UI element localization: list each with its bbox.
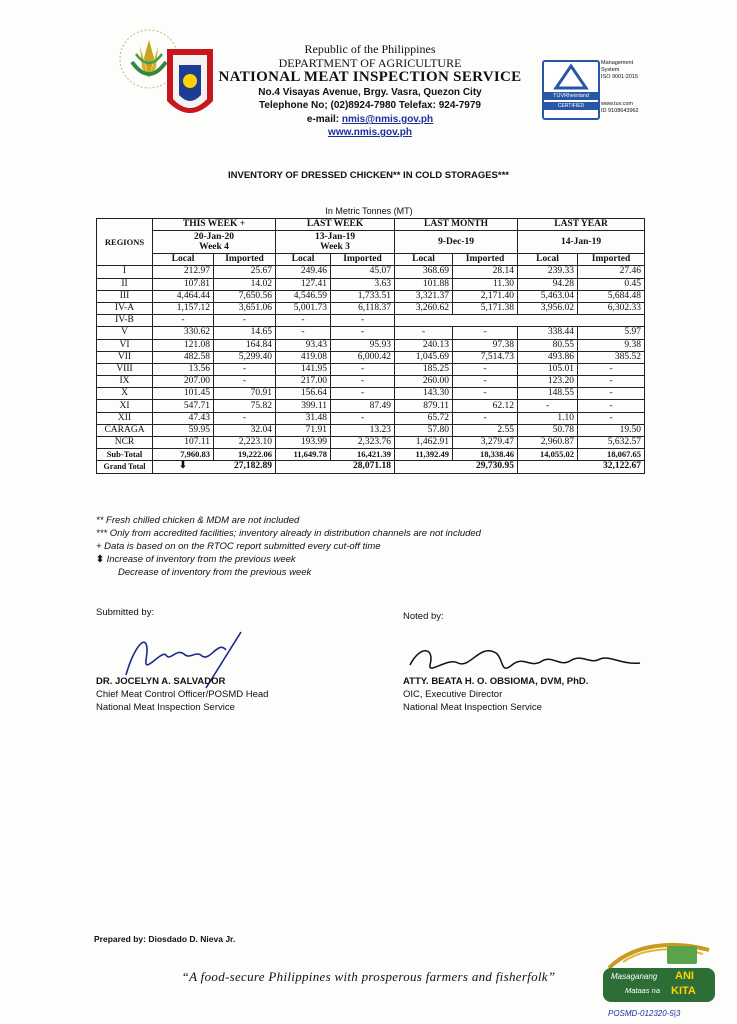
header-republic: Republic of the Philippines — [304, 42, 436, 56]
header-telephone: Telephone No; (02)8924-7980 Telefax: 924-7979 — [259, 100, 481, 111]
col-imported: Imported — [578, 254, 645, 266]
subtotal-cell: 19,222.06 — [214, 449, 276, 461]
table-row — [97, 351, 645, 363]
value-cell: 5,463.04 — [518, 290, 578, 302]
value-cell: 156.64 — [276, 388, 331, 400]
ani-line3: Mataas na — [625, 986, 661, 995]
value-cell: 419.08 — [276, 351, 331, 363]
table-row — [97, 315, 645, 327]
motto: “A food-secure Philippines with prosperous farmers and fisherfolk” — [181, 969, 556, 984]
table-row — [97, 412, 645, 424]
col-local: Local — [395, 254, 453, 266]
value-cell: 94.28 — [518, 278, 578, 290]
value-cell: 6,302.33 — [578, 302, 645, 314]
col-local: Local — [276, 254, 331, 266]
value-cell: 1,157.12 — [153, 302, 214, 314]
value-cell: 493.86 — [518, 351, 578, 363]
last-week-date-text: 13-Jan-19 — [314, 232, 356, 243]
region-cell: IX — [97, 376, 153, 388]
value-cell: 75.82 — [214, 400, 276, 412]
value-cell: 62.12 — [453, 400, 518, 412]
value-cell: 2,223.10 — [214, 437, 276, 449]
value-cell: 97.38 — [453, 339, 518, 351]
noted-by-office: National Meat Inspection Service — [403, 702, 542, 713]
last-week-week-text: Week 3 — [320, 242, 350, 253]
value-cell: 107.11 — [153, 437, 214, 449]
table-row — [97, 266, 645, 278]
header-email-line — [200, 114, 540, 125]
value-cell: - — [214, 315, 276, 327]
value-cell: - — [153, 315, 214, 327]
subtotal-cell: 18,338.46 — [453, 449, 518, 461]
grand-total-value: 32,122.67 — [603, 461, 642, 472]
value-cell: 25.67 — [214, 266, 276, 278]
value-cell: 1,733.51 — [331, 290, 395, 302]
value-cell: 2,171.40 — [453, 290, 518, 302]
region-cell: V — [97, 327, 153, 339]
tuv-certification-mark — [542, 60, 600, 120]
value-cell: 239.33 — [518, 266, 578, 278]
value-cell: - — [331, 412, 395, 424]
value-cell: 148.55 — [518, 388, 578, 400]
report-title: INVENTORY OF DRESSED CHICKEN** IN COLD STORAGES*** — [227, 170, 509, 181]
value-cell: - — [453, 412, 518, 424]
grand-total-value: 29,730.95 — [476, 461, 515, 472]
value-cell: 65.72 — [395, 412, 453, 424]
inventory-table — [96, 218, 645, 474]
value-cell: 2,323.76 — [331, 437, 395, 449]
value-cell: 3,279.47 — [453, 437, 518, 449]
group-header-last-year: LAST YEAR — [518, 219, 645, 231]
value-cell: 5,171.38 — [453, 302, 518, 314]
value-cell: 1.10 — [518, 412, 578, 424]
subtotal-cell: 14,055.02 — [518, 449, 578, 461]
value-cell: 212.97 — [153, 266, 214, 278]
decrease-arrow-icon: ⬇ — [179, 461, 187, 472]
value-cell: - — [578, 400, 645, 412]
value-cell: - — [276, 315, 331, 327]
value-cell: 482.58 — [153, 351, 214, 363]
value-cell: 1,045.69 — [395, 351, 453, 363]
col-imported: Imported — [214, 254, 276, 266]
cert-text-3: ISO 9001:2015 — [601, 74, 639, 80]
table-row — [97, 290, 645, 302]
value-cell: 3,260.62 — [395, 302, 453, 314]
group-header-last-week: LAST WEEK — [276, 219, 395, 231]
value-cell: 27.46 — [578, 266, 645, 278]
value-cell: 127.41 — [276, 278, 331, 290]
value-cell: - — [331, 363, 395, 375]
value-cell: 80.55 — [518, 339, 578, 351]
value-cell: - — [214, 363, 276, 375]
submitted-by-block — [96, 675, 268, 714]
footnote-5-text: Decrease of inventory from the previous week — [118, 567, 312, 578]
value-cell: - — [331, 376, 395, 388]
value-cell: 3.63 — [331, 278, 395, 290]
value-cell: 71.91 — [276, 424, 331, 436]
grand-total-cell — [395, 461, 518, 473]
cert-text-1: Management — [601, 60, 634, 66]
tuv-triangle-icon — [544, 62, 598, 92]
subtotal-cell: 18,067.65 — [578, 449, 645, 461]
grand-total-value: 28,071.18 — [353, 461, 392, 472]
value-cell: 5,632.57 — [578, 437, 645, 449]
email-link[interactable]: nmis@nmis.gov.ph — [341, 114, 434, 125]
value-cell: 105.01 — [518, 363, 578, 375]
noted-by-name: ATTY. BEATA H. O. OBSIOMA, DVM, PhD. — [403, 676, 589, 687]
region-cell: IV-B — [97, 315, 153, 327]
unit-label: In Metric Tonnes (MT) — [325, 206, 413, 216]
value-cell: 207.00 — [153, 376, 214, 388]
value-cell: 368.69 — [395, 266, 453, 278]
empty-cell — [395, 315, 645, 327]
tuv-badge-text: TÜVRheinland — [544, 92, 598, 100]
value-cell: - — [453, 376, 518, 388]
prepared-by: Prepared by: Diosdado D. Nieva Jr. — [94, 934, 236, 944]
value-cell: 7,514.73 — [453, 351, 518, 363]
this-week-date — [153, 231, 276, 254]
tuv-badge-sub: CERTIFIED — [544, 102, 598, 110]
group-header-last-month: LAST MONTH — [395, 219, 518, 231]
region-cell: IV-A — [97, 302, 153, 314]
value-cell: 217.00 — [276, 376, 331, 388]
value-cell: 50.78 — [518, 424, 578, 436]
group-header-this-week: THIS WEEK + — [153, 219, 276, 231]
value-cell: - — [453, 327, 518, 339]
table-row — [97, 376, 645, 388]
subtotal-cell: 7,960.83 — [153, 449, 214, 461]
header-address: No.4 Visayas Avenue, Brgy. Vasra, Quezon City — [258, 87, 482, 98]
grand-total-row — [97, 461, 645, 473]
value-cell: 3,321.37 — [395, 290, 453, 302]
value-cell: 879.11 — [395, 400, 453, 412]
value-cell: 164.84 — [214, 339, 276, 351]
value-cell: 1,462.91 — [395, 437, 453, 449]
grand-total-cell — [153, 461, 276, 473]
value-cell: 143.30 — [395, 388, 453, 400]
subtotal-cell: 11,392.49 — [395, 449, 453, 461]
region-cell: VIII — [97, 363, 153, 375]
footnote-3: + Data is based on on the RTOC report submitted every cut-off time — [96, 541, 381, 552]
this-week-week-text: Week 4 — [199, 242, 229, 253]
header-agency: NATIONAL MEAT INSPECTION SERVICE — [218, 69, 522, 85]
table-row — [97, 278, 645, 290]
value-cell: 193.99 — [276, 437, 331, 449]
value-cell: 11.30 — [453, 278, 518, 290]
value-cell: 141.95 — [276, 363, 331, 375]
value-cell: - — [578, 363, 645, 375]
col-imported: Imported — [453, 254, 518, 266]
table-body — [97, 266, 645, 473]
subtotal-label: Sub-Total — [97, 449, 153, 461]
region-cell: I — [97, 266, 153, 278]
last-week-date — [276, 231, 395, 254]
value-cell: 101.45 — [153, 388, 214, 400]
header-department: DEPARTMENT OF AGRICULTURE — [278, 56, 462, 70]
table-row — [97, 424, 645, 436]
submitted-by-office: National Meat Inspection Service — [96, 702, 235, 713]
value-cell: 13.23 — [331, 424, 395, 436]
value-cell: - — [395, 327, 453, 339]
table-row — [97, 327, 645, 339]
region-cell: II — [97, 278, 153, 290]
email-label: e-mail: — [306, 114, 340, 125]
value-cell: 3,651.06 — [214, 302, 276, 314]
ani-kita-banner — [603, 968, 715, 1002]
subtotal-cell: 16,421.39 — [331, 449, 395, 461]
value-cell: 399.11 — [276, 400, 331, 412]
value-cell: 330.62 — [153, 327, 214, 339]
value-cell: 19.50 — [578, 424, 645, 436]
cert-id: ID 9108643962 — [601, 108, 639, 114]
value-cell: 70.91 — [214, 388, 276, 400]
value-cell: 547.71 — [153, 400, 214, 412]
grand-total-cell — [518, 461, 645, 473]
table-row — [97, 400, 645, 412]
regions-header: REGIONS — [97, 219, 153, 266]
value-cell: - — [331, 388, 395, 400]
value-cell: - — [453, 363, 518, 375]
submitted-by-name: DR. JOCELYN A. SALVADOR — [96, 676, 226, 687]
ani-line2: ANI — [675, 970, 694, 982]
value-cell: 4,546.59 — [276, 290, 331, 302]
col-local: Local — [153, 254, 214, 266]
ani-kita-logo — [603, 940, 715, 1008]
submitted-by-title: Chief Meat Control Officer/POSMD Head — [96, 689, 269, 700]
value-cell: 32.04 — [214, 424, 276, 436]
value-cell: 5,299.40 — [214, 351, 276, 363]
value-cell: 5.97 — [578, 327, 645, 339]
value-cell: - — [518, 400, 578, 412]
value-cell: 385.52 — [578, 351, 645, 363]
value-cell: 14.02 — [214, 278, 276, 290]
table-row — [97, 339, 645, 351]
region-cell: XII — [97, 412, 153, 424]
value-cell: 123.20 — [518, 376, 578, 388]
cert-text-2: System — [601, 67, 620, 73]
value-cell: 13.56 — [153, 363, 214, 375]
grand-total-value: 27,182.89 — [234, 461, 273, 472]
value-cell: 5,684.48 — [578, 290, 645, 302]
value-cell: 260.00 — [395, 376, 453, 388]
value-cell: 45.07 — [331, 266, 395, 278]
value-cell: 4,464.44 — [153, 290, 214, 302]
value-cell: 3,956.02 — [518, 302, 578, 314]
region-cell: NCR — [97, 437, 153, 449]
subtotal-cell: 11,649.78 — [276, 449, 331, 461]
value-cell: 185.25 — [395, 363, 453, 375]
cert-text — [601, 60, 639, 115]
footnote-1: ** Fresh chilled chicken & MDM are not included — [96, 515, 300, 526]
ani-line1: Masaganang — [611, 972, 658, 981]
region-cell: VII — [97, 351, 153, 363]
region-cell: III — [97, 290, 153, 302]
col-local: Local — [518, 254, 578, 266]
value-cell: 249.46 — [276, 266, 331, 278]
value-cell: - — [578, 388, 645, 400]
value-cell: - — [331, 327, 395, 339]
footnote-4-text: Increase of inventory from the previous week — [106, 554, 296, 565]
value-cell: - — [331, 315, 395, 327]
last-month-date: 9-Dec-19 — [395, 231, 518, 254]
value-cell: 87.49 — [331, 400, 395, 412]
value-cell: 47.43 — [153, 412, 214, 424]
value-cell: 338.44 — [518, 327, 578, 339]
region-cell: X — [97, 388, 153, 400]
value-cell: - — [453, 388, 518, 400]
noted-by-title: OIC, Executive Director — [403, 689, 503, 700]
value-cell: 107.81 — [153, 278, 214, 290]
value-cell: 240.13 — [395, 339, 453, 351]
table-row — [97, 437, 645, 449]
value-cell: 57.80 — [395, 424, 453, 436]
cert-url: www.tuv.com — [601, 101, 633, 107]
website-link[interactable]: www.nmis.gov.ph — [328, 127, 412, 138]
region-cell: XI — [97, 400, 153, 412]
table-row — [97, 363, 645, 375]
submitted-by-label: Submitted by: — [96, 607, 155, 618]
table-row — [97, 388, 645, 400]
noted-by-label: Noted by: — [403, 611, 444, 622]
last-year-date: 14-Jan-19 — [518, 231, 645, 254]
grand-total-cell — [276, 461, 395, 473]
up-down-arrow-icon: ⬍ — [96, 554, 104, 565]
value-cell: 59.95 — [153, 424, 214, 436]
value-cell: 31.48 — [276, 412, 331, 424]
this-week-date-text: 20-Jan-20 — [193, 232, 235, 243]
region-cell: CARAGA — [97, 424, 153, 436]
value-cell: 9.38 — [578, 339, 645, 351]
subtotal-row — [97, 449, 645, 461]
value-cell: 2,960.87 — [518, 437, 578, 449]
value-cell: 93.43 — [276, 339, 331, 351]
value-cell: 101.88 — [395, 278, 453, 290]
region-cell: VI — [97, 339, 153, 351]
footnote-5 — [96, 566, 481, 579]
value-cell: 7,650.56 — [214, 290, 276, 302]
handwritten-reference: POSMD-012320-5|3 — [608, 1009, 681, 1018]
value-cell: 6,000.42 — [331, 351, 395, 363]
value-cell: 95.93 — [331, 339, 395, 351]
value-cell: - — [578, 412, 645, 424]
footnote-4 — [96, 553, 481, 566]
value-cell: 0.45 — [578, 278, 645, 290]
value-cell: 5,001.73 — [276, 302, 331, 314]
value-cell: - — [214, 412, 276, 424]
value-cell: - — [578, 376, 645, 388]
rice-stalk-icon — [603, 940, 715, 970]
value-cell: 28.14 — [453, 266, 518, 278]
noted-by-block — [403, 675, 588, 714]
grand-total-label: Grand Total — [97, 461, 153, 473]
footnote-2: *** Only from accredited facilities; inventory already in distribution channels are not included — [96, 528, 481, 539]
value-cell: - — [214, 376, 276, 388]
value-cell: - — [276, 327, 331, 339]
ani-line4: KITA — [671, 985, 696, 997]
value-cell: 2.55 — [453, 424, 518, 436]
table-row — [97, 302, 645, 314]
footnotes — [96, 514, 481, 579]
col-imported: Imported — [331, 254, 395, 266]
value-cell: 14.65 — [214, 327, 276, 339]
value-cell: 6,118.37 — [331, 302, 395, 314]
value-cell: 121.08 — [153, 339, 214, 351]
